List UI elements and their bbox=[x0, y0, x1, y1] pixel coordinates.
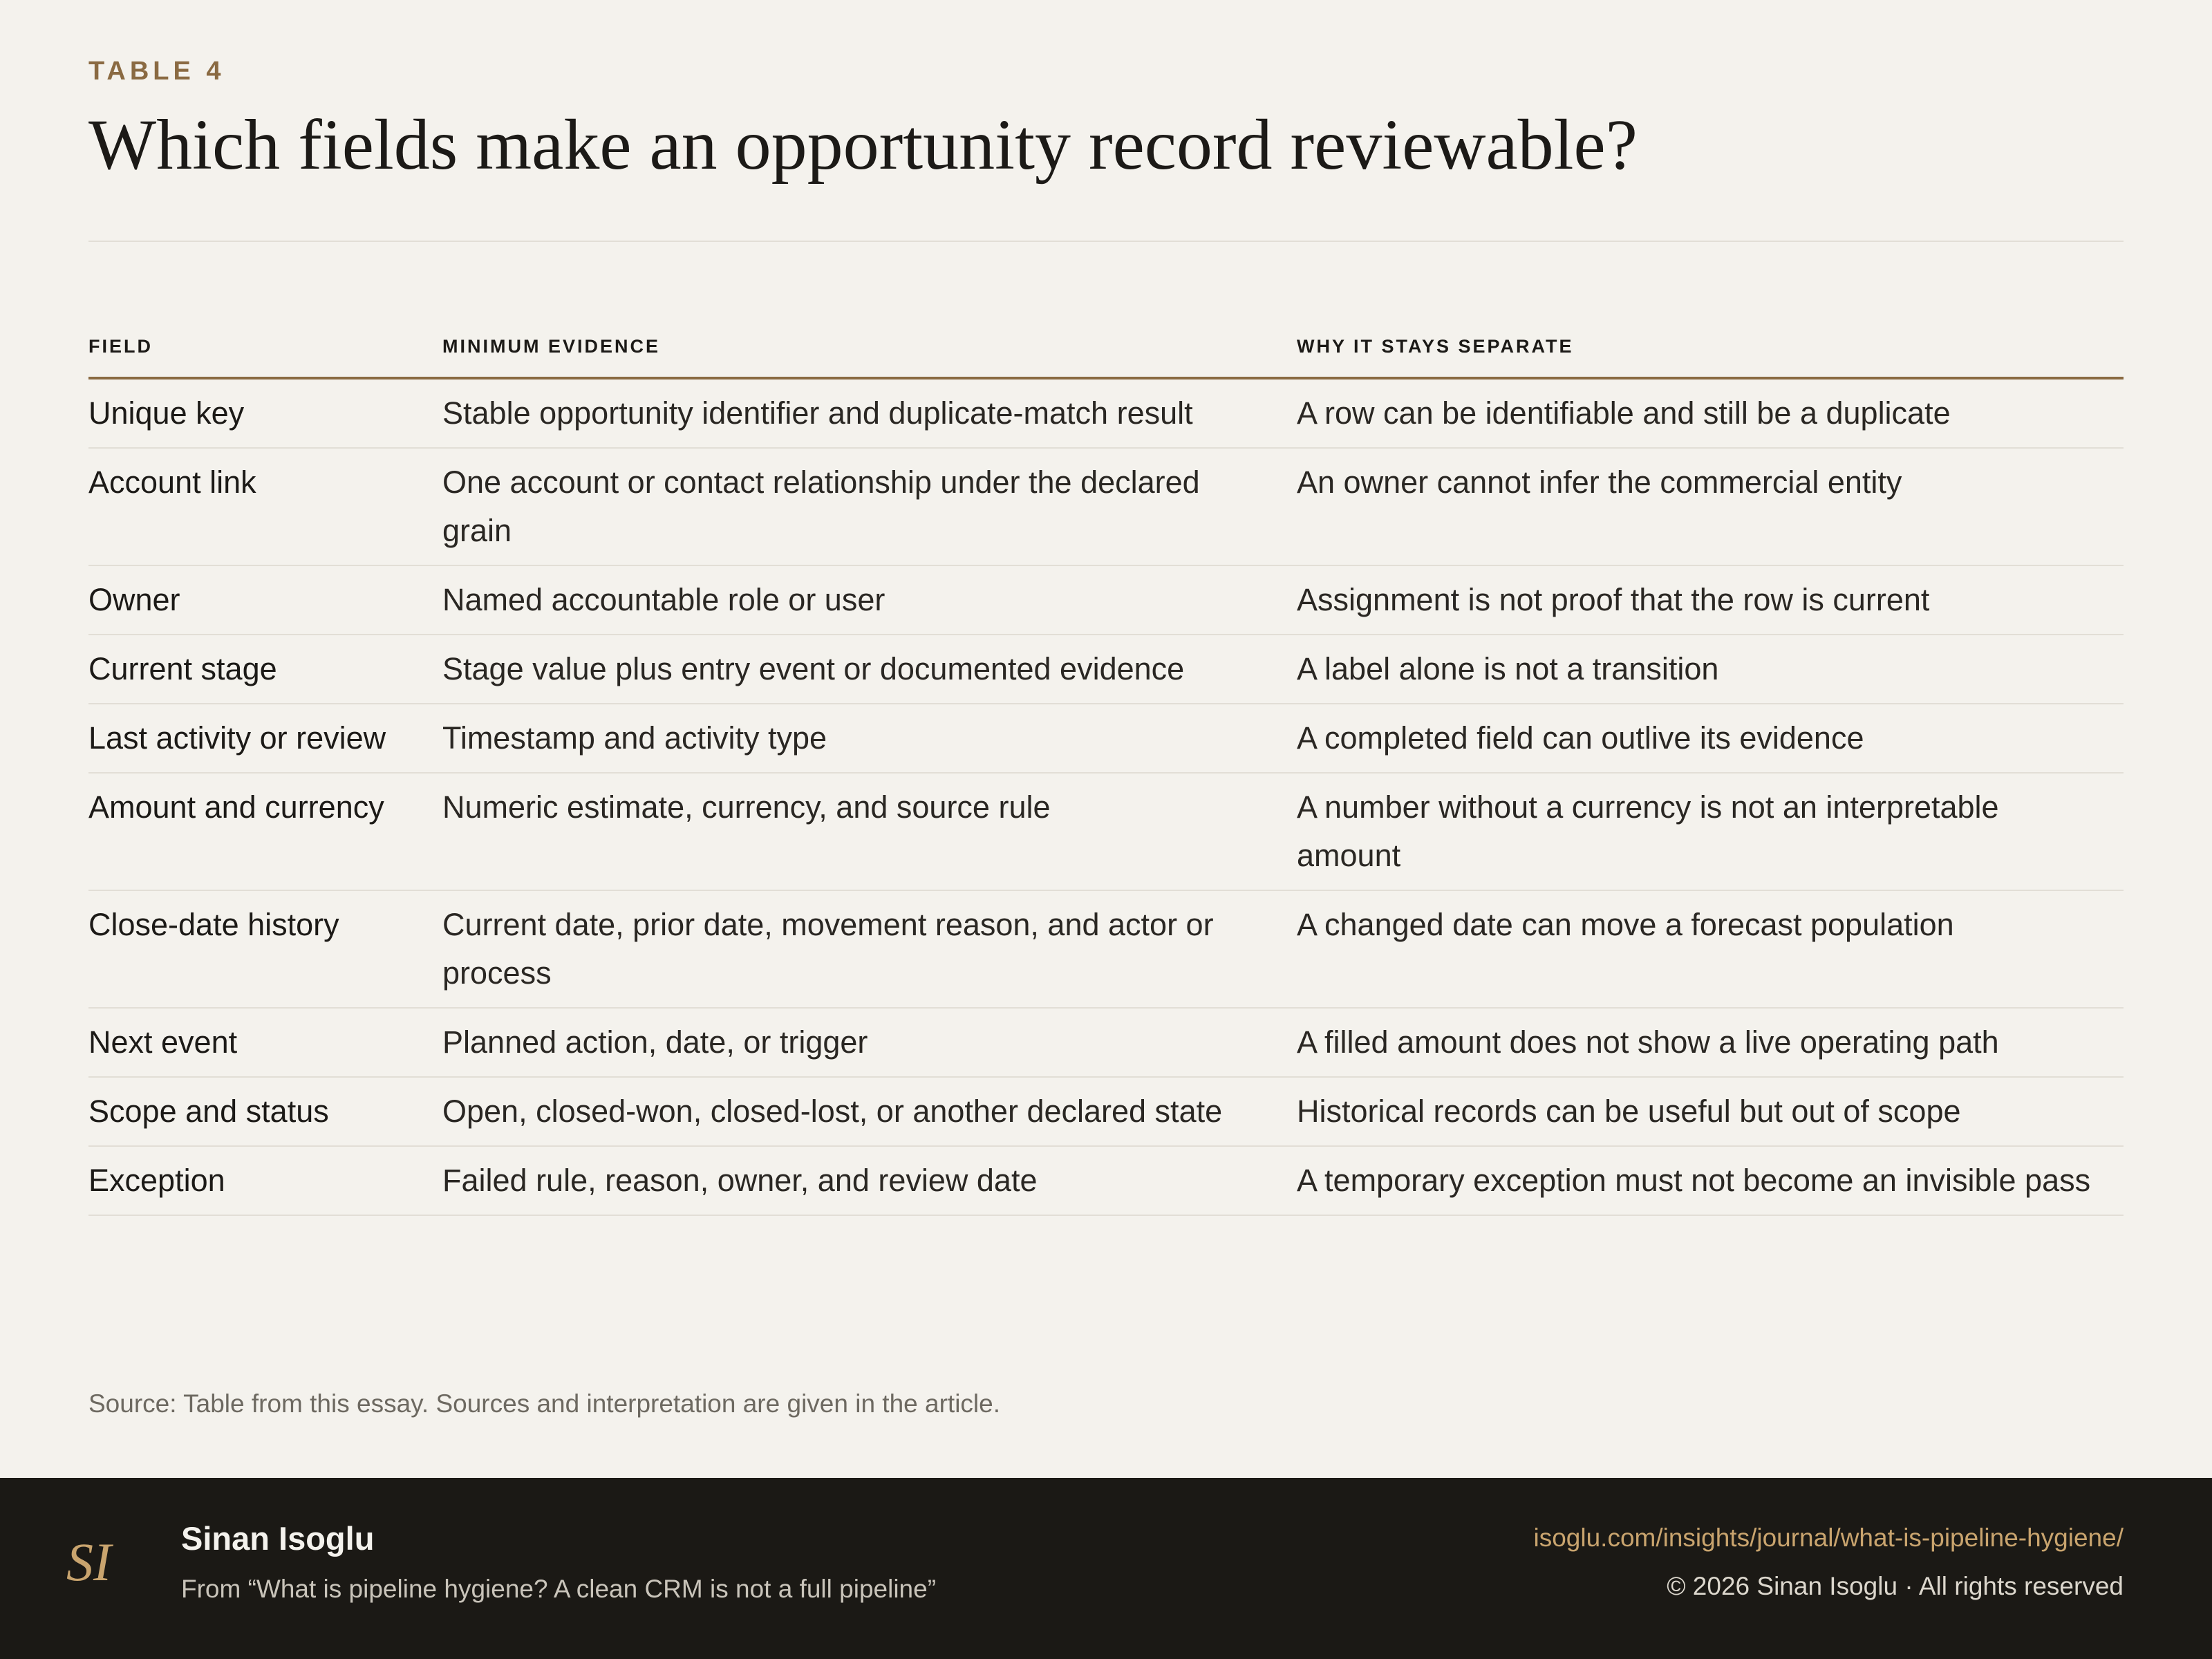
table-eyebrow: TABLE 4 bbox=[88, 57, 225, 86]
cell-evidence: Planned action, date, or trigger bbox=[442, 1008, 1297, 1077]
source-note: Source: Table from this essay. Sources and interpretation are given in the article. bbox=[88, 1389, 1000, 1418]
table-row bbox=[88, 1146, 2124, 1215]
cell-field: Close-date history bbox=[88, 890, 442, 1008]
cell-why: A number without a currency is not an interpretable amount bbox=[1297, 773, 2124, 890]
cell-field: Amount and currency bbox=[88, 773, 442, 890]
cell-evidence: Named accountable role or user bbox=[442, 565, 1297, 635]
cell-evidence: Numeric estimate, currency, and source rule bbox=[442, 773, 1297, 890]
author-name: Sinan Isoglu bbox=[181, 1520, 375, 1557]
table-row bbox=[88, 378, 2124, 448]
column-header-why-separate: WHY IT STAYS SEPARATE bbox=[1297, 326, 2124, 378]
cell-evidence: Open, closed-won, closed-lost, or another declared state bbox=[442, 1077, 1297, 1146]
cell-why: Historical records can be useful but out of scope bbox=[1297, 1077, 2124, 1146]
fields-table bbox=[88, 326, 2124, 1216]
cell-field: Last activity or review bbox=[88, 704, 442, 773]
cell-field: Exception bbox=[88, 1146, 442, 1215]
cell-why: A row can be identifiable and still be a duplicate bbox=[1297, 378, 2124, 448]
table-row bbox=[88, 1008, 2124, 1077]
table-row bbox=[88, 448, 2124, 565]
cell-field: Unique key bbox=[88, 378, 442, 448]
cell-evidence: One account or contact relationship under the declared grain bbox=[442, 448, 1297, 565]
article-reference: From “What is pipeline hygiene? A clean CRM is not a full pipeline” bbox=[181, 1575, 937, 1603]
article-table-panel bbox=[88, 0, 2124, 1478]
cell-why: An owner cannot infer the commercial entity bbox=[1297, 448, 2124, 565]
page-title: Which fields make an opportunity record reviewable? bbox=[88, 105, 1638, 185]
cell-evidence: Stage value plus entry event or documented evidence bbox=[442, 635, 1297, 704]
cell-why: Assignment is not proof that the row is current bbox=[1297, 565, 2124, 635]
footer bbox=[0, 1478, 2212, 1659]
si-monogram-icon bbox=[64, 1525, 118, 1594]
article-url-link[interactable]: isoglu.com/insights/journal/what-is-pipeline-hygiene/ bbox=[1533, 1524, 2124, 1552]
copyright-notice: © 2026 Sinan Isoglu · All rights reserved bbox=[1667, 1572, 2124, 1600]
cell-why: A filled amount does not show a live operating path bbox=[1297, 1008, 2124, 1077]
table-row bbox=[88, 1077, 2124, 1146]
cell-why: A completed field can outlive its evidence bbox=[1297, 704, 2124, 773]
column-header-field: FIELD bbox=[88, 326, 442, 378]
cell-evidence: Stable opportunity identifier and duplicate-match result bbox=[442, 378, 1297, 448]
table-row bbox=[88, 773, 2124, 890]
table-row bbox=[88, 890, 2124, 1008]
table-row bbox=[88, 704, 2124, 773]
logo-monogram-text: SI bbox=[66, 1532, 111, 1592]
cell-evidence: Failed rule, reason, owner, and review date bbox=[442, 1146, 1297, 1215]
column-header-minimum-evidence: MINIMUM EVIDENCE bbox=[442, 326, 1297, 378]
title-divider bbox=[88, 241, 2124, 242]
table-header-row bbox=[88, 326, 2124, 378]
table-row bbox=[88, 565, 2124, 635]
cell-field: Next event bbox=[88, 1008, 442, 1077]
table-row bbox=[88, 635, 2124, 704]
cell-field: Scope and status bbox=[88, 1077, 442, 1146]
cell-field: Current stage bbox=[88, 635, 442, 704]
cell-evidence: Current date, prior date, movement reason, and actor or process bbox=[442, 890, 1297, 1008]
cell-field: Account link bbox=[88, 448, 442, 565]
cell-why: A label alone is not a transition bbox=[1297, 635, 2124, 704]
cell-evidence: Timestamp and activity type bbox=[442, 704, 1297, 773]
cell-why: A temporary exception must not become an invisible pass bbox=[1297, 1146, 2124, 1215]
cell-why: A changed date can move a forecast population bbox=[1297, 890, 2124, 1008]
cell-field: Owner bbox=[88, 565, 442, 635]
